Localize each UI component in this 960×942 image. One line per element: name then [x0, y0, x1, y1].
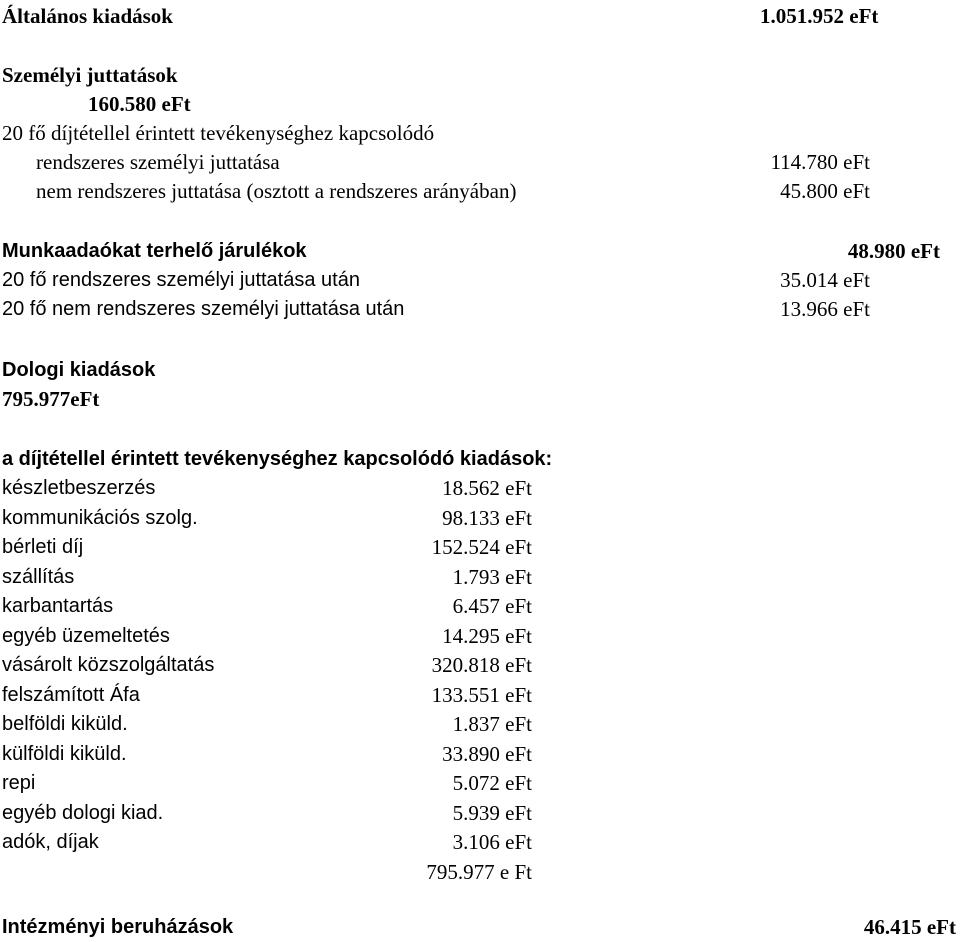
material-item-value: 98.133 eFt	[442, 505, 532, 530]
material-item-value: 33.890 eFt	[442, 741, 532, 766]
material-item-value: 6.457 eFt	[452, 594, 532, 618]
personal-total: 160.580 eFt	[88, 92, 191, 116]
material-item-value: 1.793 eFt	[452, 564, 532, 589]
contributions-total: 48.980 eFt	[847, 239, 940, 263]
personal-item-value: 45.800 eFt	[780, 179, 870, 203]
material-item-value: 5.072 eFt	[452, 771, 532, 795]
material-item-label: karbantartás	[2, 595, 114, 617]
investments-total: 46.415 eFt	[863, 915, 956, 939]
material-item-value: 14.295 eFt	[442, 623, 532, 648]
material-item-value: 18.562 eFt	[442, 476, 532, 500]
material-item-value: 320.818 eFt	[431, 653, 532, 677]
material-item-value: 5.939 eFt	[452, 800, 532, 825]
material-item-label: bérleti díj	[2, 536, 84, 558]
material-item-label: szállítás	[2, 565, 75, 588]
material-item-label: repi	[2, 772, 36, 794]
material-item-value: 133.551 eFt	[431, 682, 532, 707]
personal-item-value: 114.780 eFt	[770, 150, 870, 174]
material-subheading: a díjtétellel érintett tevékenységhez kapcsolódó kiadások:	[2, 448, 553, 470]
material-title: Dologi kiadások	[2, 359, 156, 381]
contributions-item-value: 35.014 eFt	[780, 268, 870, 292]
contributions-item-label: 20 fő rendszeres személyi juttatása után	[2, 269, 360, 291]
material-item-label: belföldi kiküld.	[2, 713, 128, 735]
general-expenses-total: 1.051.952 eFt	[760, 4, 879, 28]
contributions-item-value: 13.966 eFt	[780, 297, 870, 321]
contributions-item-label: 20 fő nem rendszeres személyi juttatása után	[2, 298, 405, 320]
material-item-value: 3.106 eFt	[452, 830, 532, 854]
material-item-value: 152.524 eFt	[431, 535, 532, 559]
personal-item-label: nem rendszeres juttatása (osztott a rendszeres arányában)	[36, 179, 517, 203]
material-item-label: kommunikációs szolg.	[2, 506, 198, 529]
material-item-label: készletbeszerzés	[2, 477, 156, 499]
material-sum: 795.977 e Ft	[426, 859, 532, 884]
personal-desc-line1: 20 fő díjtétellel érintett tevékenységhez kapcsolódó	[2, 121, 435, 145]
material-item-label: egyéb dologi kiad.	[2, 801, 164, 824]
material-item-label: vásárolt közszolgáltatás	[2, 654, 215, 676]
material-item-label: adók, díjak	[2, 831, 99, 853]
material-item-label: külföldi kiküld.	[2, 742, 127, 765]
general-expenses-label: Általános kiadások	[2, 4, 173, 28]
material-item-label: egyéb üzemeltetés	[2, 624, 170, 647]
material-item-label: felszámított Áfa	[2, 683, 140, 706]
investments-title: Intézményi beruházások	[2, 916, 234, 938]
personal-item-label: rendszeres személyi juttatása	[36, 150, 280, 174]
material-total: 795.977eFt	[2, 387, 100, 411]
material-item-value: 1.837 eFt	[452, 712, 532, 736]
contributions-title: Munkaadaókat terhelő járulékok	[2, 240, 307, 262]
personal-title: Személyi juttatások	[2, 63, 178, 87]
